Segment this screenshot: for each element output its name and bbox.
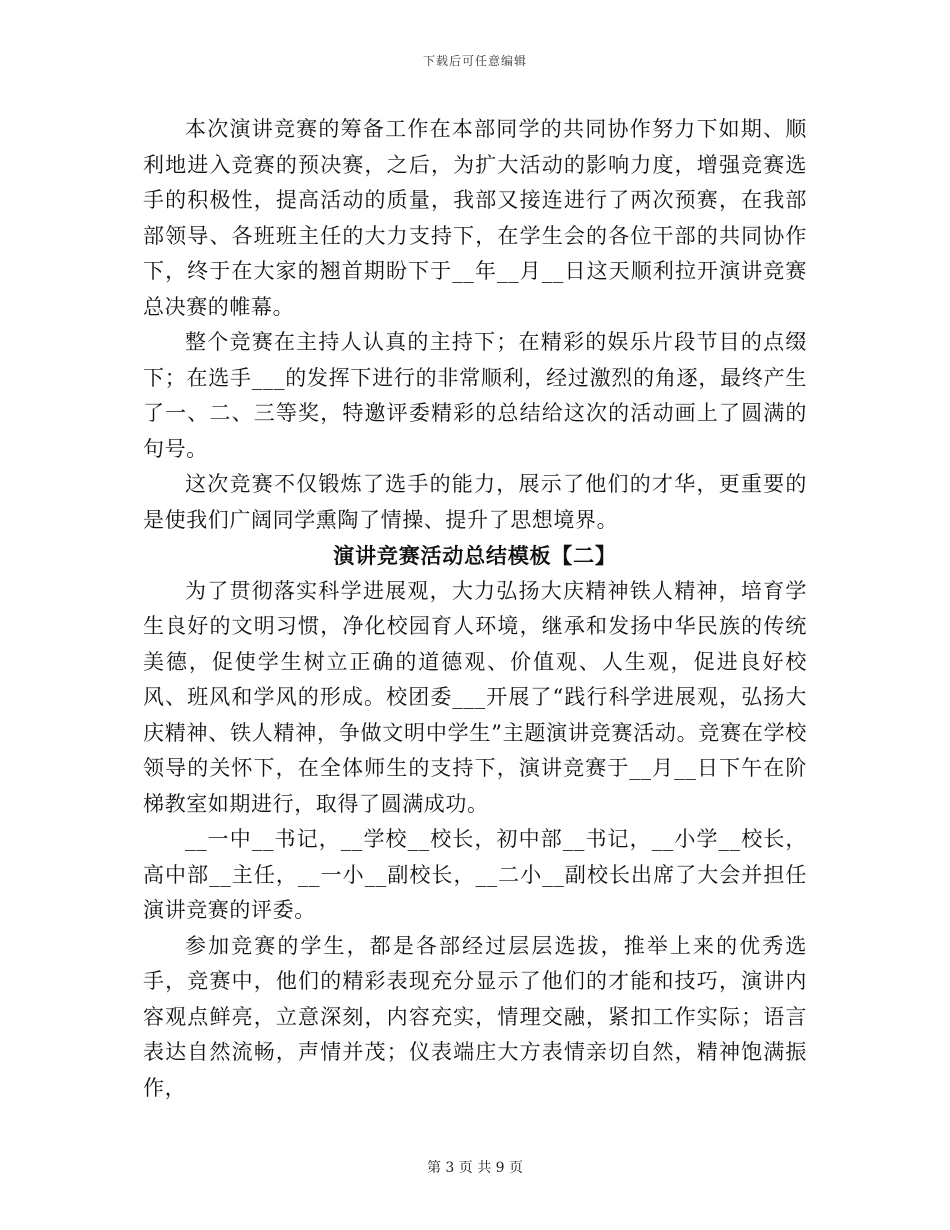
paragraph: __一中__书记，__学校__校长，初中部__书记，__小学__校长，高中部__主任，__一小__副校长，__二小__副校长出席了大会并担任演讲竞赛的评委。 [143, 827, 807, 922]
paragraph: 为了贯彻落实科学进展观，大力弘扬大庆精神铁人精神，培育学生良好的文明习惯，净化校园育人环境，继承和发扬中华民族的传统美德，促使学生树立正确的道德观、价值观、人生观，促进良好校风、班风和学风的形成。校团委___开展了“践行科学进展观，弘扬大庆精神、铁人精神，争做文明中学生”主题演讲竞赛活动。竞赛在学校领导的关怀下，在全体师生的支持下，演讲竞赛于__月__日下午在阶梯教室如期进行，取得了圆满成功。 [143, 578, 807, 816]
paragraph: 这次竞赛不仅锻炼了选手的能力，展示了他们的才华，更重要的是使我们广阔同学熏陶了情操、提升了思想境界。 [143, 472, 807, 532]
paragraph: 本次演讲竞赛的筹备工作在本部同学的共同协作努力下如期、顺利地进入竞赛的预决赛，之后，为扩大活动的影响力度，增强竞赛选手的积极性，提高活动的质量，我部又接连进行了两次预赛，在我部部领导、各班班主任的大力支持下，在学生会的各位干部的共同协作下，终于在大家的翘首期盼下于__年__月__日这天顺利拉开演讲竞赛总决赛的帷幕。 [143, 117, 807, 319]
page-number: 第 3 页 共 9 页 [426, 1160, 524, 1176]
paragraph: 整个竞赛在主持人认真的主持下；在精彩的娱乐片段节目的点缀下；在选手___的发挥下进行的非常顺利，经过激烈的角逐，最终产生了一、二、三等奖，特邀评委精彩的总结给这次的活动画上了圆满的句号。 [143, 330, 807, 461]
section-title: 演讲竞赛活动总结模板【二】 [333, 543, 617, 568]
paragraph: 参加竞赛的学生，都是各部经过层层选拔，推举上来的优秀选手，竞赛中，他们的精彩表现充分显示了他们的才能和技巧，演讲内容观点鲜亮，立意深刻，内容充实，情理交融，紧扣工作实际；语言表达自然流畅，声情并茂；仪表端庄大方表情亲切自然，精神饱满振作， [143, 933, 807, 1100]
document-body [143, 112, 807, 1106]
page-header-note: 下载后可任意编辑 [422, 54, 527, 68]
